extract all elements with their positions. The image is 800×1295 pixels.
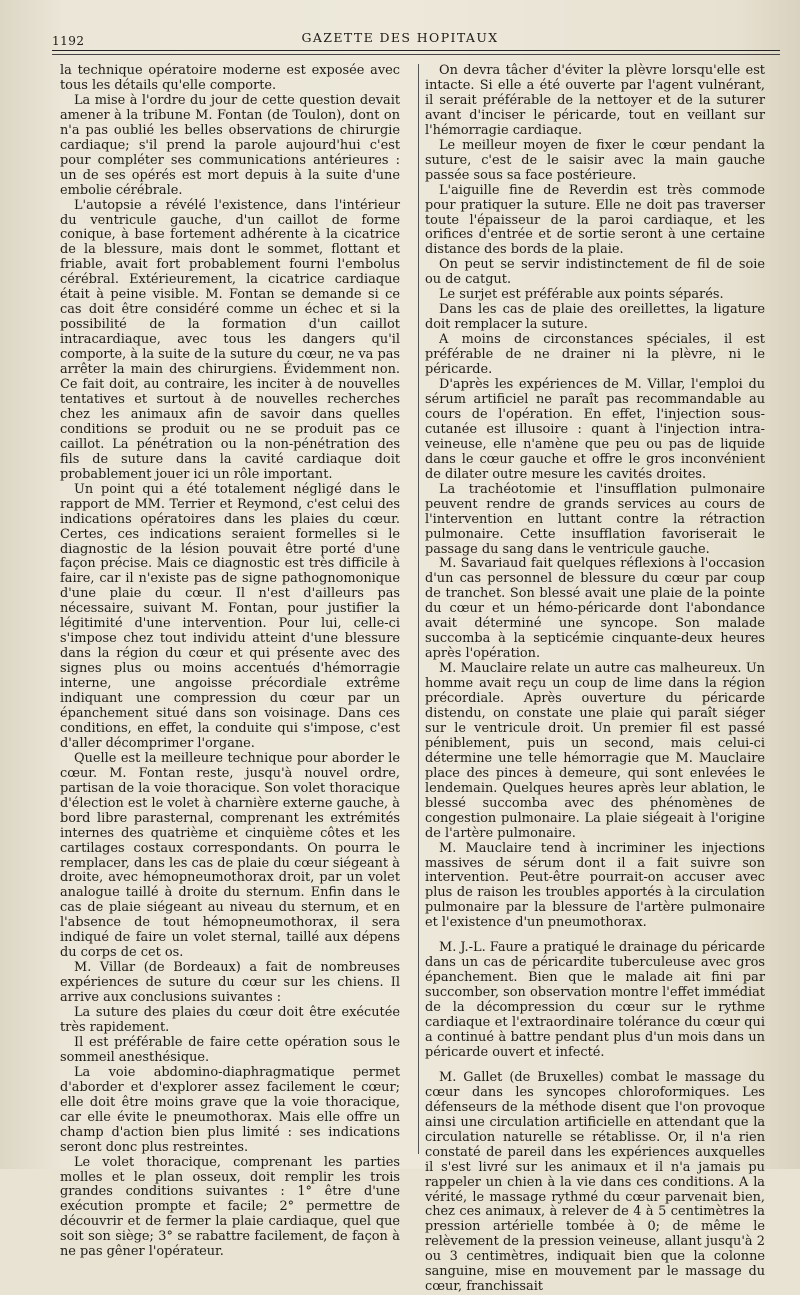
paragraph: L'aiguille fine de Reverdin est très commode pour pratiquer la suture. Elle ne doit pas traverser toute l'épaisseur de la paroi cardiaque, et les orifices d'entrée et de sortie seront à une certaine distance des bords de la plaie.	[425, 182, 765, 258]
column-divider	[418, 64, 419, 1154]
paragraph: On peut se servir indistinctement de fil de soie ou de catgut.	[425, 257, 765, 288]
paragraph: La suture des plaies du cœur doit être exécutée très rapidement.	[60, 1005, 400, 1035]
paragraph: Le volet thoracique, comprenant les parties molles et le plan osseux, doit remplir les trois grandes conditions suivantes : 1° être d'une exécution prompte et facile; 2° permettre de découvrir et de fermer la plaie cardiaque, quel que soit son siège; 3° se rabattre facilement, de façon à ne pas gêner l'opérateur.	[60, 1154, 400, 1260]
page-header	[0, 26, 800, 50]
paragraph: M. Villar (de Bordeaux) a fait de nombreuses expériences de suture du cœur sur les chiens. Il arrive aux conclusions suivantes :	[60, 960, 400, 1006]
running-title: GAZETTE DES HOPITAUX	[301, 30, 499, 45]
paragraph: M. Gallet (de Bruxelles) combat le massage du cœur dans les syncopes chloroformiques. Les défenseurs de la méthode disent que l'on provoque ainsi une circulation artificielle en attendant que la circulation naturelle se rétablisse. Or, il n'a rien constaté de pareil dans les expériences auxquelles il s'est livré sur les animaux et il n'a jamais pu rappeler un chien à la vie dans ces conditions. A la vérité, le massage rythmé du cœur parvenait bien, chez ces animaux, à relever de 4 à 5 centimètres la pression artérielle tombée à 0; de même le relèvement de la pression veineuse, allant jusqu'à 2 ou 3 centimètres, indiquait bien que la colonne sanguine, mise en mouvement par le massage du cœur, franchissait	[425, 1069, 765, 1295]
paragraph: M. Mauclaire tend à incriminer les injections massives de sérum dont il a fait suivre son intervention. Peut-être pourrait-on accuser avec plus de raison les troubles apportés à la circulation pulmonaire par la blessure de l'artère pulmonaire et l'existence d'un pneumothorax.	[425, 840, 765, 931]
paragraph: Un point qui a été totalement négligé dans le rapport de MM. Terrier et Reymond, c'est celui des indications opératoires dans les plaies du cœur. Certes, ces indications seraient formelles si le diagnostic de la lésion pouvait être porté d'une façon précise. Mais ce diagnostic est très difficile à faire, car il n'existe pas de signe pathognomonique d'une plaie du cœur. Il n'est d'ailleurs pas nécessaire, suivant M. Fontan, pour justifier la légitimité d'une intervention. Pour lui, celle-ci s'impose chez tout individu atteint d'une blessure dans la région du cœur et qui présente avec des signes plus ou moins accentués d'hémorragie interne, une angoisse précordiale extrême indiquant une compression du cœur par un épanchement situé dans son voisinage. Dans ces conditions, en effet, la conduite qui s'impose, c'est d'aller décomprimer l'organe.	[60, 481, 400, 751]
paragraph: La trachéotomie et l'insufflation pulmonaire peuvent rendre de grands services au cours de l'intervention en luttant contre la rétraction pulmonaire. Cette insufflation favoriserait le passage du sang dans le ventricule gauche.	[425, 481, 765, 557]
paragraph: M. J.-L. Faure a pratiqué le drainage du péricarde dans un cas de péricardite tuberculeuse avec gros épanchement. Bien que le malade ait fini par succomber, son observation montre l'effet immédiat de la décompression du cœur sur le rythme cardiaque et l'extraordinaire tolérance du cœur qui a continué à battre pendant plus d'un mois dans un péricarde ouvert et infecté.	[425, 940, 765, 1060]
right-column	[425, 63, 765, 1295]
paragraph: La mise à l'ordre du jour de cette question devait amener à la tribune M. Fontan (de Toulon), dont on n'a pas oublié les belles observations de chirurgie cardiaque; s'il prend la parole aujourd'hui c'est pour compléter ses communications antérieures : un de ses opérés est mort depuis à la suite d'une embolie cérébrale.	[60, 92, 400, 198]
left-column	[60, 63, 400, 1260]
paragraph: Il est préférable de faire cette opération sous le sommeil anesthésique.	[60, 1034, 400, 1065]
paragraph: On devra tâcher d'éviter la plèvre lorsqu'elle est intacte. Si elle a été ouverte par l'agent vulnérant, il serait préférable de la nettoyer et de la suturer avant d'inciser le péricarde, tout en veillant sur l'hémorragie cardiaque.	[425, 63, 765, 138]
page-number: 1192	[52, 34, 85, 48]
paragraph: Le surjet est préférable aux points séparés.	[439, 287, 724, 303]
paragraph: M. Savariaud fait quelques réflexions à l'occasion d'un cas personnel de blessure du cœur par coup de tranchet. Son blessé avait une plaie de la pointe du cœur et un hémo-péricarde dont l'abondance avait déterminé une syncope. Son malade succomba à la septicémie cinquante-deux heures après l'opération.	[425, 556, 765, 662]
paragraph: D'après les expériences de M. Villar, l'emploi du sérum artificiel ne paraît pas recommandable au cours de l'opération. En effet, l'injection sous-cutanée est illusoire : quant à l'injection intra-veineuse, elle n'amène que peu ou pas de liquide dans le cœur gauche et offre le gros inconvénient de dilater outre mesure les cavités droites.	[425, 377, 765, 482]
paragraph: L'autopsie a révélé l'existence, dans l'intérieur du ventricule gauche, d'un caillot de forme conique, à base fortement adhérente à la cicatrice de la blessure, mais dont le sommet, flottant et friable, avait fort probablement fourni l'embolus cérébral. Extérieurement, la cicatrice cardiaque était à peine visible. M. Fontan se demande si ce cas doit être considéré comme un échec et si la possibilité de la formation d'un caillot intracardiaque, avec tous les dangers qu'il comporte, à la suite de la suture du cœur, ne va pas arrêter la main des chirurgiens. Évidemment non. Ce fait doit, au contraire, les inciter à de nouvelles tentatives et surtout à de nouvelles recherches chez les animaux afin de savoir dans quelles conditions se produit ou ne se produit pas ce caillot. La pénétration ou la non-pénétration des fils de suture dans la cavité cardiaque doit probablement jouer ici un rôle important.	[60, 197, 400, 482]
paragraph: La voie abdomino-diaphragmatique permet d'aborder et d'explorer assez facilement le cœur; elle doit être moins grave que la voie thoracique, car elle évite le pneumothorax. Mais elle offre un champ d'action bien plus limité : ses indications seront donc plus restreintes.	[60, 1064, 400, 1155]
paragraph: A moins de circonstances spéciales, il est préférable de ne drainer ni la plèvre, ni le péricarde.	[425, 332, 765, 378]
paragraph: la technique opératoire moderne est exposée avec tous les détails qu'elle comporte.	[60, 63, 400, 93]
header-rule-thin	[52, 54, 780, 55]
paragraph: M. Mauclaire relate un autre cas malheureux. Un homme avait reçu un coup de lime dans la région précordiale. Après ouverture du péricarde distendu, on constate une plaie qui paraît siéger sur le ventricule droit. Un premier fil est passé péniblement, puis un second, mais celui-ci détermine une telle hémorragie que M. Mauclaire place des pinces à demeure, qui sont enlevées le lendemain. Quelques heures après leur ablation, le blessé succomba avec des phénomènes de congestion pulmonaire. La plaie siégeait à l'origine de l'artère pulmonaire.	[425, 661, 765, 841]
header-rule-thick	[52, 50, 780, 51]
paragraph: Dans les cas de plaie des oreillettes, la ligature doit remplacer la suture.	[425, 302, 765, 333]
paragraph: Quelle est la meilleure technique pour aborder le cœur. M. Fontan reste, jusqu'à nouvel ordre, partisan de la voie thoracique. Son volet thoracique d'élection est le volet à charnière externe gauche, à bord libre parasternal, comprenant les extrémités internes des quatrième et cinquième côtes et les cartilages costaux correspondants. On pourra le remplacer, dans les cas de plaie du cœur siégeant à droite, avec hémopneumothorax droit, par un volet analogue taillé à droite du sternum. Enfin dans le cas de plaie siégeant au niveau du sternum, et en l'absence de tout hémopneumothorax, il sera indiqué de faire un volet sternal, taillé aux dépens du corps de cet os.	[60, 750, 400, 961]
paragraph: Le meilleur moyen de fixer le cœur pendant la suture, c'est de le saisir avec la main gauche passée sous sa face postérieure.	[425, 137, 765, 183]
